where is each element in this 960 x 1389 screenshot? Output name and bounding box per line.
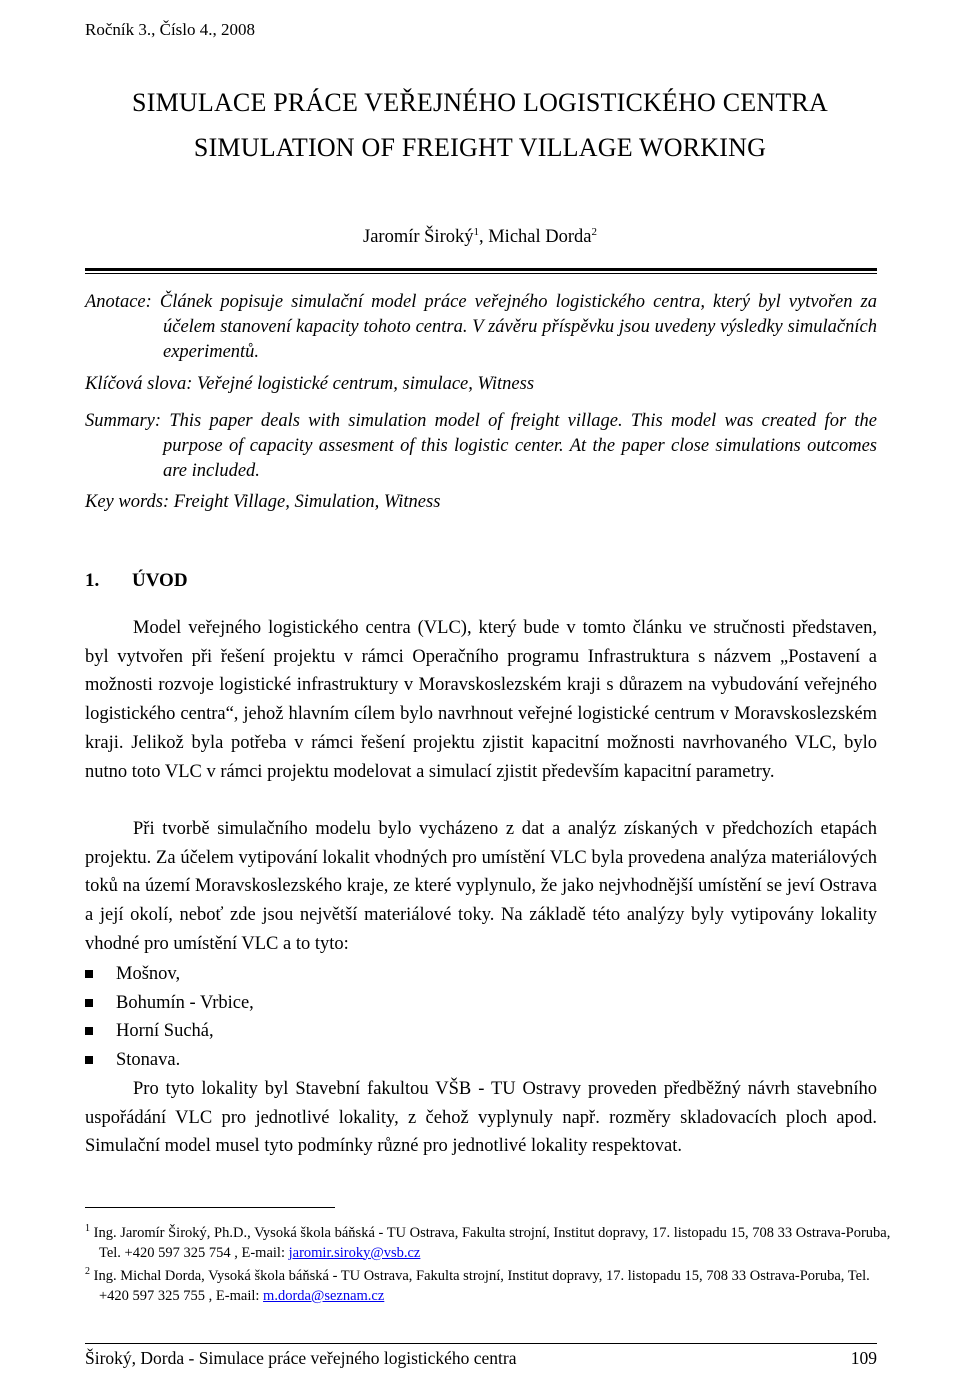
square-bullet-icon — [85, 1027, 93, 1035]
abstract-english-text: This paper deals with simulation model of freight village. This model was created for the purpose of capacity assesment of this logistic center. At the paper close simulations outcomes are included. — [163, 411, 878, 481]
paper-title-czech: SIMULACE PRÁCE VEŘEJNÉHO LOGISTICKÉHO CENTRA — [132, 88, 828, 117]
footnote-2-text: Ing. Michal Dorda, Vysoká škola báňská - TU Ostrava, Fakulta strojní, Institut dopravy, 17. listopadu 15, 708 33 Ostrava-Poruba, Tel. +420 597 325 755 , E-mail: — [93, 1268, 870, 1304]
section-heading — [85, 570, 188, 592]
keywords-english-text: Freight Village, Simulation, Witness — [173, 492, 441, 512]
keywords-czech — [85, 374, 534, 395]
square-bullet-icon — [85, 1056, 93, 1064]
footnote-2-email-link[interactable]: m.dorda@seznam.cz — [263, 1287, 385, 1304]
journal-issue-header: Ročník 3., Číslo 4., 2008 — [85, 20, 256, 39]
author-line — [0, 227, 960, 248]
author-2-footnote-mark: 2 — [591, 226, 597, 238]
abstract-english-label: Summary: — [85, 411, 162, 431]
paper-title-english: SIMULATION OF FREIGHT VILLAGE WORKING — [193, 133, 767, 162]
footnote-1-mark: 1 — [85, 1223, 90, 1234]
author-2-name: Michal Dorda — [488, 227, 592, 247]
abstract-czech-label: Anotace: — [85, 292, 152, 312]
square-bullet-icon — [85, 970, 93, 978]
square-bullet-icon — [85, 999, 93, 1007]
section-number: 1. — [85, 570, 100, 591]
abstract-english — [85, 409, 877, 484]
footer-divider — [85, 1343, 877, 1344]
author-1-name: Jaromír Široký — [363, 227, 474, 247]
footnote-2 — [85, 1267, 891, 1306]
footnote-divider — [85, 1207, 335, 1208]
footnote-1-email-link[interactable]: jaromir.siroky@vsb.cz — [288, 1244, 421, 1261]
author-1-footnote-mark: 1 — [473, 226, 479, 238]
footnote-2-mark: 2 — [85, 1266, 90, 1277]
list-item: Mošnov, — [85, 960, 877, 989]
abstract-czech — [85, 290, 877, 365]
location-bullet-list — [85, 960, 877, 1075]
list-item: Stonava. — [85, 1046, 877, 1075]
footer-running-title: Široký, Dorda - Simulace práce veřejného logistického centra — [85, 1348, 517, 1368]
section-title: ÚVOD — [132, 570, 188, 591]
keywords-english-label: Key words: — [85, 492, 170, 512]
title-double-divider — [85, 268, 877, 274]
author-separator: , — [478, 227, 489, 247]
body-paragraph-2: Při tvorbě simulačního modelu bylo vycházeno z dat a analýz získaných v předchozích etapách projektu. Za účelem vytipování lokalit vhodných pro umístění VLC byla provedena analýza materiálových toků na území Moravskoslezského kraje, ze které vyplynulo, že jako nejvhodnější umístění se jeví Ostrava a její okolí, neboť zde jsou největší materiálové toky. Na základě této analýzy byly vytipovány lokality vhodné pro umístění VLC a to tyto: — [85, 819, 877, 954]
body-paragraph-1: Model veřejného logistického centra (VLC), který bude v tomto článku ve stručnosti představen, byl vytvořen při řešení projektu v rámci Operačního programu Infrastruktura s názvem „Postavení a možnosti rozvoje logistické infrastruktury v Moravskoslezském kraji s důrazem na vybudování veřejného logistického centra“, jehož hlavním cílem bylo navrhnout veřejné logistické centrum v Moravskoslezském kraji. Jelikož byla potřeba v rámci řešení projektu zjistit kapacitní možnosti navrhovaného VLC, bylo nutno toto VLC v rámci projektu modelovat a simulací zjistit především kapacitní parametry. — [85, 618, 877, 782]
list-item: Bohumín - Vrbice, — [85, 989, 877, 1018]
footnote-1 — [85, 1224, 891, 1263]
abstract-czech-text: Článek popisuje simulační model práce veřejného logistického centra, který byl vytvořen za účelem stanovení kapacity tohoto centra. V závěru příspěvku jsou uvedeny výsledky simulačních experimentů. — [159, 292, 877, 362]
keywords-czech-text: Veřejné logistické centrum, simulace, Witness — [197, 374, 535, 394]
page-number: 109 — [850, 1348, 877, 1368]
footnote-1-text: Ing. Jaromír Široký, Ph.D., Vysoká škola báňská - TU Ostrava, Fakulta strojní, Institut dopravy, 17. listopadu 15, 708 33 Ostrava-Poruba, Tel. +420 597 325 754 , E-mail: — [93, 1225, 891, 1261]
keywords-czech-label: Klíčová slova: — [85, 374, 193, 394]
keywords-english — [85, 492, 440, 513]
list-item: Horní Suchá, — [85, 1017, 877, 1046]
body-paragraph-3: Pro tyto lokality byl Stavební fakultou VŠB - TU Ostravy proveden předběžný návrh stavebního uspořádání VLC pro jednotlivé lokality, z čehož vyplynuly např. rozměry skladovacích ploch apod. Simulační model musel tyto podmínky různé pro jednotlivé lokality respektovat. — [85, 1079, 877, 1157]
